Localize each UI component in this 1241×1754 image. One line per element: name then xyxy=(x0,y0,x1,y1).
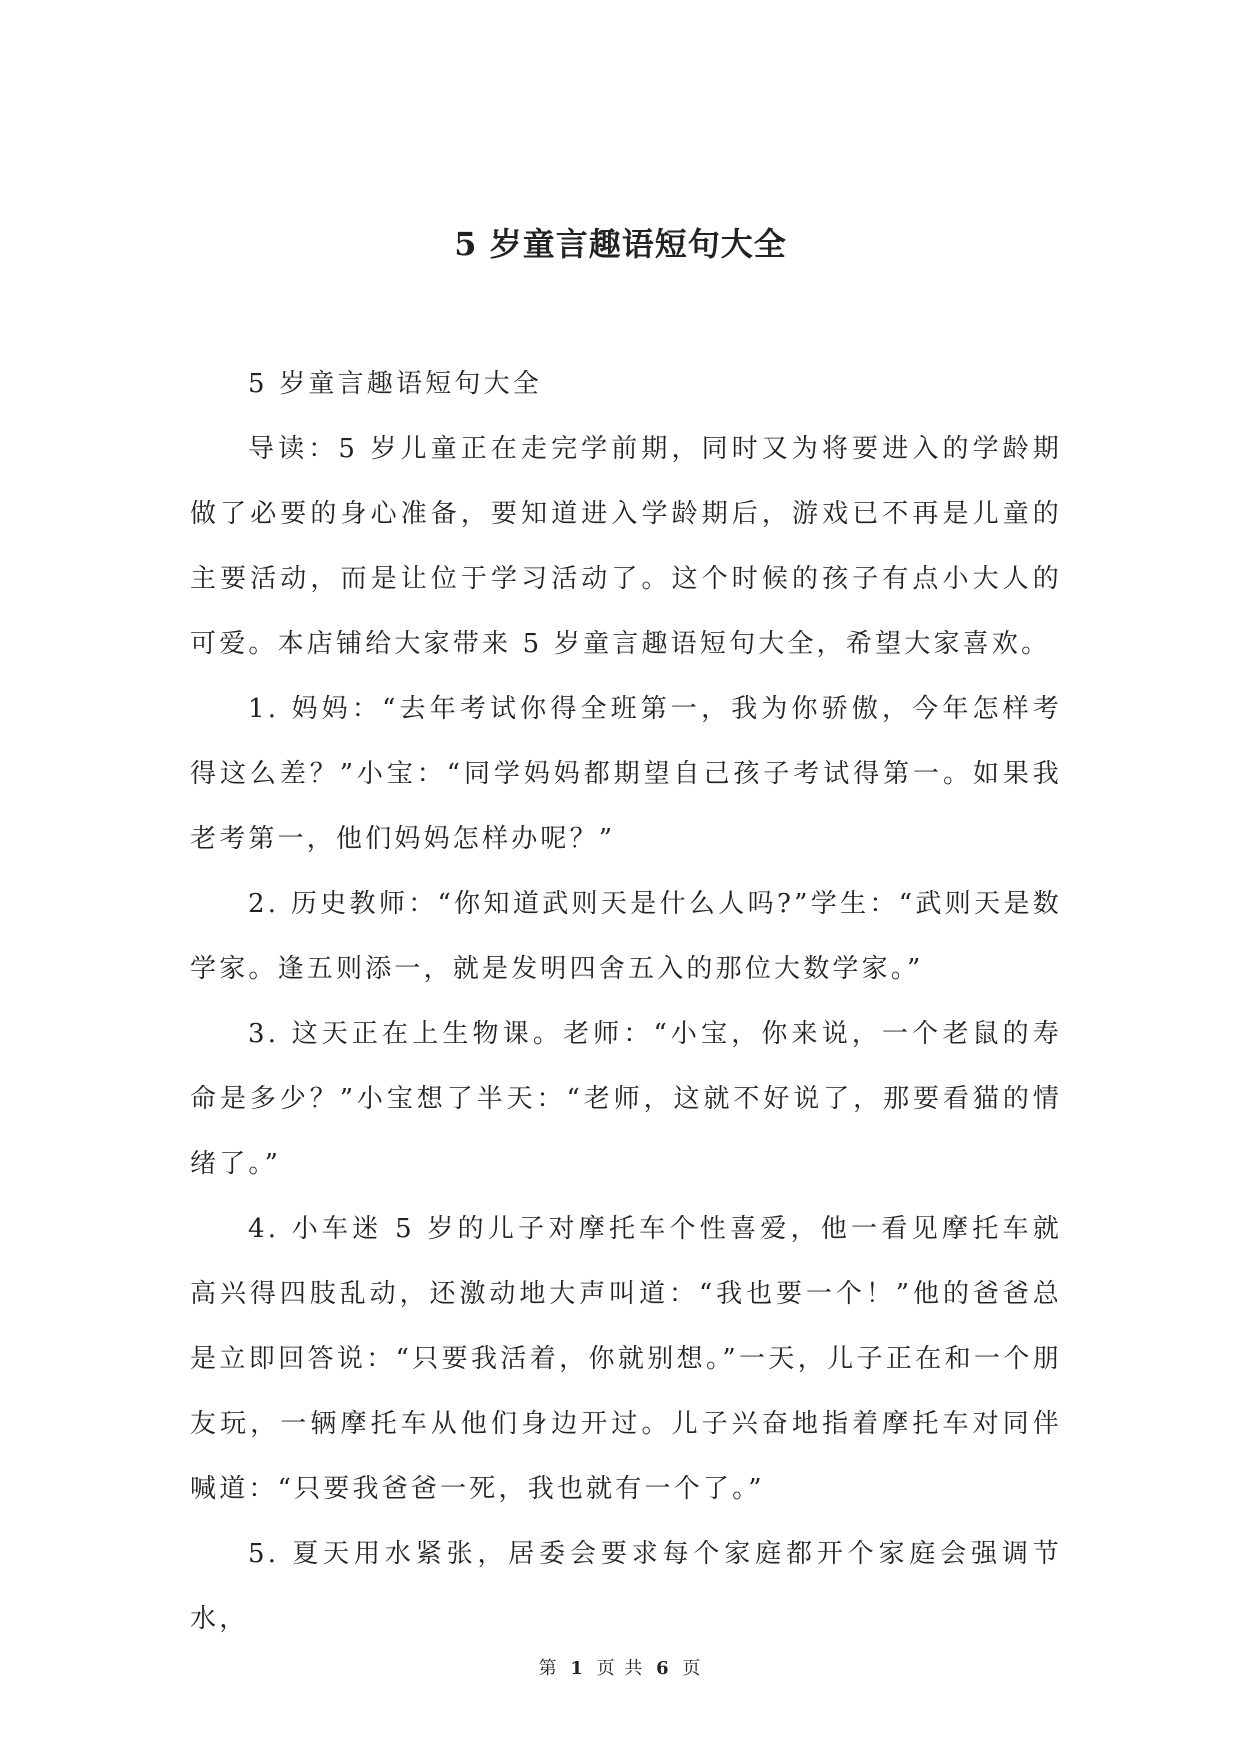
paragraph-item-4: 4. 小车迷 5 岁的儿子对摩托车个性喜爱，他一看见摩托车就高兴得四肢乱动，还激动地大声叫道：“我也要一个！”他的爸爸总是立即回答说：“只要我活着，你就别想。”一天，儿子正在和一个朋友玩，一辆摩托车从他们身边开过。儿子兴奋地指着摩托车对同伴喊道：“只要我爸爸一死，我也就有一个了。” xyxy=(190,1214,1062,1504)
document-title: 5 岁童言趣语短句大全 xyxy=(454,225,787,263)
footer-suffix: 页 xyxy=(682,1658,703,1679)
footer-prefix: 第 xyxy=(538,1658,559,1679)
footer-page-number: 1 xyxy=(570,1658,585,1679)
footer-middle: 页 共 xyxy=(596,1658,645,1679)
paragraph-subtitle: 5 岁童言趣语短句大全 xyxy=(248,369,543,399)
page-footer xyxy=(0,1657,1241,1681)
document-body xyxy=(190,352,1062,1652)
paragraph-intro: 导读：5 岁儿童正在走完学前期，同时又为将要进入的学龄期做了必要的身心准备，要知道进入学龄期后，游戏已不再是儿童的主要活动，而是让位于学习活动了。这个时候的孩子有点小大人的可爱。本店铺给大家带来 5 岁童言趣语短句大全，希望大家喜欢。 xyxy=(190,434,1062,659)
paragraph-item-2: 2. 历史教师：“你知道武则天是什么人吗?”学生：“武则天是数学家。逢五则添一，就是发明四舍五入的那位大数学家。” xyxy=(190,889,1062,984)
paragraph-item-3: 3. 这天正在上生物课。老师：“小宝，你来说，一个老鼠的寿命是多少？”小宝想了半天：“老师，这就不好说了，那要看猫的情绪了。” xyxy=(190,1019,1062,1179)
paragraph-item-1: 1. 妈妈：“去年考试你得全班第一，我为你骄傲，今年怎样考得这么差？”小宝：“同学妈妈都期望自己孩子考试得第一。如果我老考第一，他们妈妈怎样办呢？” xyxy=(190,694,1062,854)
footer-total-pages: 6 xyxy=(656,1658,671,1679)
paragraph-item-5: 5. 夏天用水紧张，居委会要求每个家庭都开个家庭会强调节水， xyxy=(190,1539,1062,1634)
